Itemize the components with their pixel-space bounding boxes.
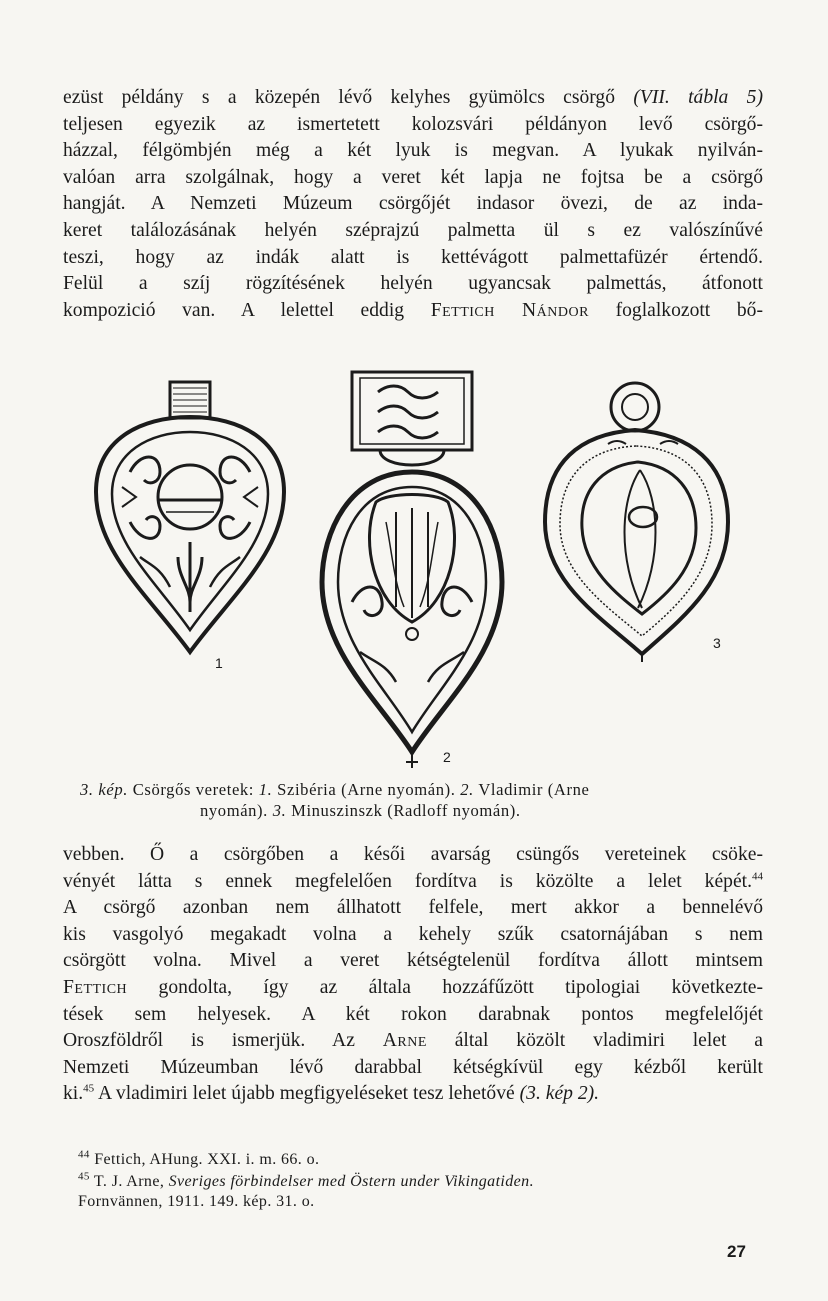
text-run: Csörgős veretek: [127, 780, 259, 799]
text-run-italic: (3. kép 2). [519, 1083, 600, 1105]
mount-2-drawing [322, 372, 502, 768]
footnote-ref-45: 45 [83, 1082, 95, 1095]
text-run: Vladimir (Arne [473, 780, 590, 799]
text-line: keret találozásának helyén széprajzú palmetta ül s ez valószínűvé [63, 219, 763, 241]
text-line: A csörgő azonban nem állhatott felfele, mert akkor a bennelévő [63, 897, 763, 919]
footnote-number: 45 [78, 1170, 90, 1183]
footnote-text: T. J. Arne, [89, 1173, 169, 1190]
text-run-italic: (VII. tábla 5) [633, 87, 763, 108]
mount-3-drawing [545, 383, 728, 662]
text-line [63, 298, 763, 325]
text-run: ezüst példány s a közepén lévő kelyhes gyümölcs csörgő [63, 87, 634, 108]
text-run-italic: 3. [272, 801, 287, 820]
figure-rattle-mounts [60, 362, 770, 772]
text-line [63, 1028, 763, 1055]
mount-1-drawing [96, 382, 284, 652]
text-run: Oroszföldről is ismerjük. Az [63, 1030, 383, 1052]
text-run: foglalkozott bő- [588, 299, 764, 321]
text-line: csörgött volna. Mivel a veret kétségtelenül fordítva állott mintsem [63, 950, 763, 972]
text-line: Felül a szíj rögzítésének helyén ugyancsak palmettás, átfonott [63, 273, 763, 295]
text-line [63, 85, 763, 112]
text-run: Minuszinszk (Radloff nyomán). [286, 801, 521, 820]
caption-label: 3. kép. [80, 780, 128, 799]
text-run: Szibéria (Arne nyomán). [272, 780, 461, 799]
footnote-number: 44 [78, 1148, 90, 1161]
footnote-ref-44: 44 [752, 870, 763, 883]
footnote-text: Fettich, AHung. XXI. i. m. 66. o. [89, 1151, 320, 1168]
text-line [63, 975, 763, 1002]
page-number: 27 [727, 1242, 746, 1261]
footnotes [78, 1150, 778, 1212]
figure-label-1: 1 [215, 655, 223, 671]
author-name: Fettich [63, 976, 128, 998]
text-line: teszi, hogy az indák alatt is kettévágott palmettafüzér értendő. [63, 246, 763, 268]
text-run: gondolta, így az általa hozzáfűzött tipologiai következte- [127, 976, 763, 998]
text-line [63, 869, 763, 896]
body-paragraph-2 [63, 842, 763, 1108]
footnote-45 [78, 1172, 778, 1192]
author-name: Arne [382, 1030, 427, 1052]
text-line: házzal, félgömbjén még a két lyuk is megvan. A lyukak nyilván- [63, 140, 763, 162]
text-line: kis vasgolyó megakadt volna a kehely szűk csatornájában s nem [63, 923, 763, 945]
text-line: Nemzeti Múzeumban lévő darabbal kétségkívül egy kézből került [63, 1056, 763, 1078]
footnote-45-cont: Fornvännen, 1911. 149. kép. 31. o. [78, 1193, 315, 1210]
text-line: teljesen egyezik az ismertetett kolozsvári példányon levő csörgő- [63, 113, 763, 135]
text-run: nyomán). [200, 801, 273, 820]
text-run: ki. [63, 1083, 84, 1105]
text-line: hangját. A Nemzeti Múzeum csörgőjét indasor övezi, de az inda- [63, 193, 763, 215]
text-line [63, 1081, 763, 1108]
text-run-italic: 2. [460, 780, 474, 799]
figure-caption [80, 779, 770, 821]
text-line: tések sem helyesek. A két rokon darabnak pontos megfelelőjét [63, 1003, 763, 1025]
caption-line [80, 779, 770, 800]
figure-label-2: 2 [443, 749, 451, 765]
footnote-44 [78, 1150, 778, 1170]
text-line: valóan arra szolgálnak, hogy a veret két lapja ne fojtsa be a csörgő [63, 166, 763, 188]
text-run: által közölt vladimiri lelet a [426, 1030, 763, 1052]
figure-label-3: 3 [713, 635, 721, 651]
footnote-title: Sveriges förbindelser med Östern under Vikingatiden. [168, 1173, 534, 1190]
body-paragraph-1 [63, 85, 763, 324]
text-run: A vladimiri lelet újabb megfigyeléseket tesz lehetővé [94, 1083, 520, 1105]
author-name: Fettich Nándor [430, 299, 589, 321]
text-run: kompozició van. A lelettel eddig [63, 299, 431, 321]
text-run-italic: 1. [258, 780, 273, 799]
caption-line [80, 800, 770, 821]
text-run: vényét látta s ennek megfelelően fordítva is közölte a lelet képét. [63, 870, 752, 892]
text-line: vebben. Ő a csörgőben a késői avarság csüngős vereteinek csöke- [63, 844, 763, 865]
